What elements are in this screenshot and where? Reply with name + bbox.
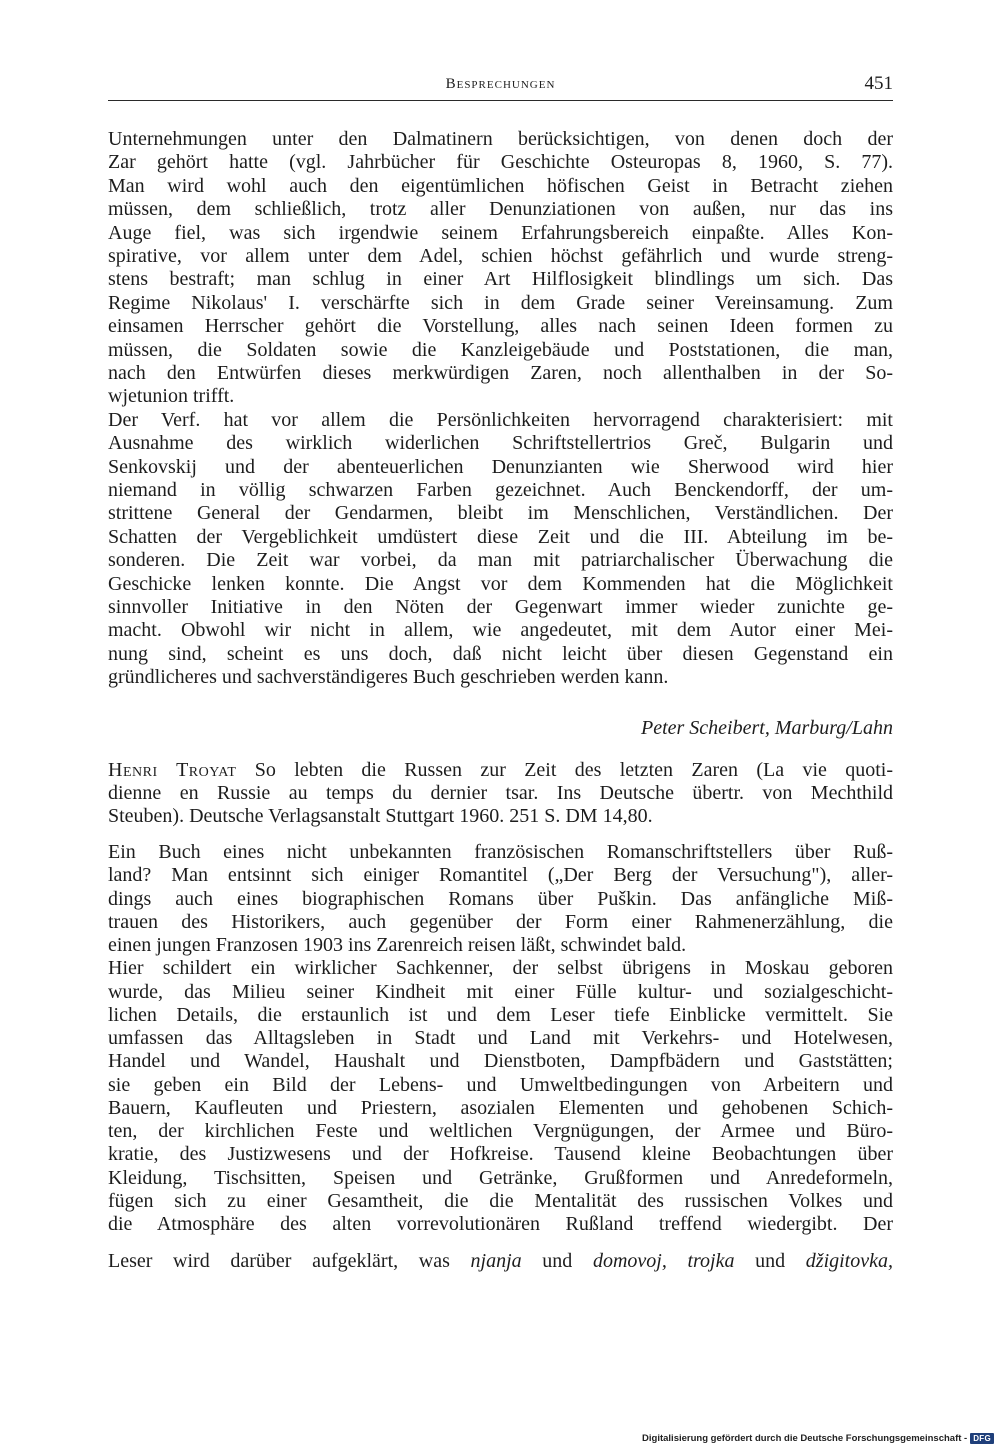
book-citation-line-2: dienne en Russie au temps du dernier tsar. Ins Deutsche übertr. von Mechthild — [108, 782, 893, 804]
text-line: Kleidung, Tischsitten, Speisen und Getränke, Grußformen und Anredeformeln, — [108, 1166, 893, 1189]
term-domovoj-trojka: domovoj, trojka — [592, 1250, 735, 1272]
text-line: kratie, des Justizwesens und der Hofkreise. Tausend kleine Beobachtungen über — [108, 1143, 893, 1166]
text-run: und — [734, 1250, 806, 1272]
text-line: land? Man entsinnt sich einiger Romantitel („Der Berg der Versuchung"), aller- — [108, 864, 893, 887]
text-line: gründlicheres und sachverständigeres Buch geschrieben werden kann. — [108, 666, 669, 689]
text-line: müssen, dem schließlich, trotz aller Denunziationen von außen, nur das ins — [108, 198, 893, 221]
text-line: einsamen Herrscher gehört die Vorstellung, alles nach seinen Ideen formen zu — [108, 315, 893, 338]
book-citation-line-1 — [108, 759, 893, 782]
running-head: Besprechungen — [445, 76, 556, 92]
text-line: Man wird wohl auch den eigentümlichen höfischen Geist in Betracht ziehen — [108, 174, 893, 197]
text-line: spirative, vor allem unter dem Adel, schien höchst gefährlich und wurde streng- — [108, 245, 893, 267]
text-line: Schatten der Vergeblichkeit umdüstert diese Zeit und die III. Abteilung im be- — [108, 525, 893, 548]
text-line: Handel und Wandel, Haushalt und Dienstboten, Dampfbädern und Gaststätten; — [108, 1050, 893, 1073]
text-line: trauen des Historikers, auch gegenüber der Form einer Rahmenerzählung, die — [108, 910, 893, 933]
text-run: Leser wird darüber aufgeklärt, was — [108, 1250, 471, 1272]
text-line: Ein Buch eines nicht unbekannten französischen Romanschriftstellers über Ruß- — [108, 841, 893, 863]
text-line: macht. Obwohl wir nicht in allem, wie angedeutet, mit dem Autor einer Mei- — [108, 619, 893, 642]
text-line: müssen, die Soldaten sowie die Kanzleigebäude und Poststationen, die man, — [108, 338, 893, 361]
page-header — [108, 72, 893, 101]
text-line: Hier schildert ein wirklicher Sachkenner, der selbst übrigens in Moskau geboren — [108, 957, 893, 980]
text-run: und — [521, 1250, 593, 1272]
digitization-footer — [642, 1431, 994, 1445]
term-dzigitovka: džigitovka, — [805, 1250, 893, 1272]
text-line: sonderen. Die Zeit war vorbei, da man mit patriarchalischer Überwachung die — [108, 549, 893, 572]
text-line: stens bestraft; man schlug in einer Art Hilflosigkeit blindlings um sich. Das — [108, 268, 893, 291]
text-line: Zar gehört hatte (vgl. Jahrbücher für Geschichte Osteuropas 8, 1960, S. 77). — [108, 151, 893, 174]
funding-credit: Digitalisierung gefördert durch die Deutsche Forschungsgemeinschaft - — [642, 1432, 968, 1444]
reviewer-signature: Peter Scheibert, Marburg/Lahn — [640, 717, 893, 739]
page-number: 451 — [864, 73, 893, 94]
text-line: einen jungen Franzosen 1903 ins Zarenreich reisen läßt, schwindet bald. — [108, 934, 687, 956]
book-citation-line-3: Steuben). Deutsche Verlagsanstalt Stuttgart 1960. 251 S. DM 14,80. — [108, 805, 653, 827]
text-line: fügen sich zu einer Gesamtheit, die die Mentalität des russischen Volkes und — [108, 1189, 893, 1212]
text-line: Regime Nikolaus' I. verschärfte sich in dem Grade seiner Vereinsamung. Zum — [108, 291, 893, 314]
text-line: Ausnahme des wirklich widerlichen Schriftstellertrios Greč, Bulgarin und — [108, 432, 893, 455]
dfg-logo-icon: DFG — [970, 1433, 994, 1444]
text-line: Auge fiel, was sich irgendwie seinem Erfahrungsbereich einpaßte. Alles Kon- — [108, 221, 893, 244]
text-line: Bauern, Kaufleuten und Priestern, asozialen Elementen und gehobenen Schich- — [108, 1096, 893, 1119]
term-njanja: njanja — [470, 1250, 522, 1272]
text-line: ten, der kirchlichen Feste und weltlichen Vergnügungen, der Armee und Büro- — [108, 1120, 893, 1142]
text-line: nung sind, scheint es uns doch, daß nicht leicht über diesen Gegenstand ein — [108, 642, 893, 665]
text-line: wurde, das Milieu seiner Kindheit mit einer Fülle kultur- und sozialgeschicht- — [108, 980, 893, 1003]
text-line: Unternehmungen unter den Dalmatinern berücksichtigen, von denen doch der — [108, 128, 893, 150]
text-line: strittene General der Gendarmen, bleibt im Menschlichen, Verständlichen. Der — [108, 502, 893, 525]
text-line: wjetunion trifft. — [108, 385, 235, 408]
text-line: umfassen das Alltagsleben in Stadt und Land mit Verkehrs- und Hotelwesen, — [108, 1027, 893, 1049]
text-line: dings auch eines biographischen Romans über Puškin. Das anfängliche Miß- — [108, 887, 893, 910]
text-line: sie geben ein Bild der Lebens- und Umweltbedingungen von Arbeitern und — [108, 1073, 893, 1096]
text-line: Senkovskij und der abenteuerlichen Denunzianten wie Sherwood wird hier — [108, 455, 893, 478]
book-title: So lebten die Russen zur Zeit des letzten Zaren (La vie quoti- — [236, 759, 893, 781]
text-line: die Atmosphäre des alten vorrevolutionären Rußland treffend wiedergibt. Der — [108, 1213, 893, 1235]
text-line: Geschicke lenken konnte. Die Angst vor dem Kommenden hat die Möglichkeit — [108, 572, 893, 595]
text-line: lichen Details, die erstaunlich ist und dem Leser tiefe Einblicke vermittelt. Sie — [108, 1003, 893, 1026]
book-author: Henri Troyat — [108, 759, 237, 781]
text-line: Der Verf. hat vor allem die Persönlichkeiten hervorragend charakterisiert: mit — [108, 408, 893, 431]
text-line-final — [108, 1250, 893, 1273]
text-line: niemand in völlig schwarzen Farben gezeichnet. Auch Benckendorff, der um- — [108, 479, 893, 501]
text-line: sinnvoller Initiative in den Nöten der Gegenwart immer wieder zunichte ge- — [108, 596, 893, 618]
text-line: nach den Entwürfen dieses merkwürdigen Zaren, noch allenthalben in der So- — [108, 362, 893, 384]
